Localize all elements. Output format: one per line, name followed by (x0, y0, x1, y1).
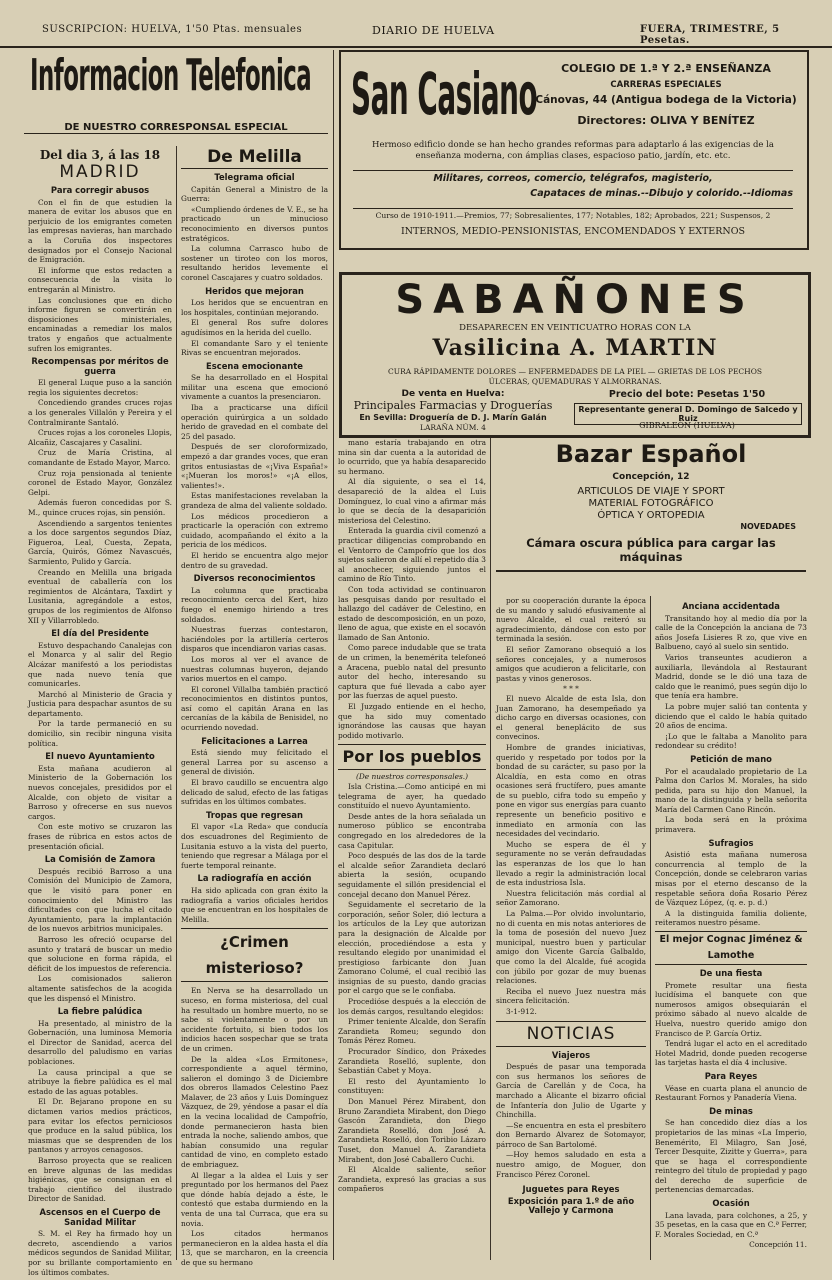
shops-line: Principales Farmacias y Droguerías (353, 399, 553, 412)
paragraph: Al llegar a la aldea el Luis y ser preguntado por los hermanos del Paez que dónde había dejado a éste, le contestó que estaba durmiendo en la venta de una tal Curraca, que era su novia. (181, 1170, 328, 1228)
column-1 (28, 148, 172, 1277)
heading: Petición de mano (690, 753, 772, 764)
paragraph: Estuvo despachando Canalejas con el Monarca y al salir del Regio Alcázar manifestó a los periodistas que nada nuevo tenía que comunicarles. (28, 640, 172, 689)
gibraleon-line: GIBRALEÓN (HUELVA) (639, 421, 735, 430)
paragraph: La pobre mujer salió tan contenta y diciendo que el caldo le había quitado 20 años de encima. (655, 701, 807, 731)
toys-heading-2: Exposición para 1.º de año (507, 1195, 635, 1206)
paragraph: Después de pasar una temporada con sus hermanos los señores de García de Carellán y de Coca, ha marchado a Alicante el bizarro oficial de Infantería don Julio de Ugarte y Chinchilla. (496, 1062, 646, 1120)
heading: Viajeros (551, 1049, 591, 1060)
melilla-title: De Melilla (181, 146, 328, 169)
paragraph: Después de ser cloroformizado, empezó a dar grandes voces, que eran gritos entusiastas de «¡Viva España!» «¡Mueran los moros!» «¡A ellos, valientes!». (181, 442, 328, 490)
paragraph: Las conclusiones que en dicho informe figuren se convertirán en disposiciones ministeriales, encaminadas a remediar los malos tratos y engaños que actualmente sufren los emigrantes. (28, 295, 172, 353)
address-line: Cánovas, 44 (Antigua bodega de la Victoria) (535, 94, 797, 106)
paragraph: De la aldea «Los Ermitones», correspondiente a aquel término, salieron el domingo 3 de Diciembre dos obreros llamados Celestino Paez Malaver, de 23 años y Luis Domínguez Vázquez, de 29, yéndose a pasar el día en la vecina localidad de Campofrío, donde permanecieron hasta bien entrada la noche, saliendo ambos, que habían consumido una regular cantidad de vino, en completo estado de embriaguez. (181, 1054, 328, 1170)
column-2 (181, 146, 328, 1267)
city-madrid: MADRID (59, 162, 141, 182)
info-telefonica-header (24, 50, 328, 146)
paragraph: La Palma.—Por olvido involuntario, no di cuenta en mis notas anteriores de la toma de posesión del nuevo Juez municipal, nuestro buen y particular amigo don Vicente García Galbaldo, que como la del Alcalde, fué acogida con júbilo por gozar de muy buenas relaciones. (496, 909, 646, 986)
paragraph: Con este motivo se cruzaron las frases de rúbrica en estos actos de presentación oficial. (28, 822, 172, 851)
heading: Para Reyes (704, 1070, 758, 1081)
paragraph: El bravo caudillo se encuentra algo delicado de salud, efecto de las fatigas sufridas en los últimos combates. (181, 778, 328, 807)
lara-line: LARAÑA NÚM. 4 (420, 423, 486, 432)
paragraph: Los moros al ver el avance de nuestras columnas huyeron, dejando varios muertos en el campo. (181, 654, 328, 684)
representative-line: Representante general D. Domingo de Salcedo y Ruiz (574, 403, 802, 425)
paragraph: El informe que estos redacten a consecuencia de la visita lo entregarán al Ministro. (28, 265, 172, 294)
paragraph: Los comisionados salieron altamente satisfechos de la acogida que les dispensó el Ministro. (28, 974, 172, 1003)
bazar-line-1: ARTICULOS DE VIAJE Y SPORT (577, 486, 725, 497)
sabanones-title: SABAÑONES (395, 277, 755, 323)
directors-line: Directores: OLIVA Y BENÍTEZ (577, 114, 755, 127)
paragraph: A la distinguida familia doliente, reiteramos nuestro pésame. (655, 908, 807, 928)
paragraph: Está siendo muy felicitado el general Larrea por su ascenso a general de división. (181, 748, 328, 777)
paragraph: Barroso proyecta que se realicen en breve algunas de las medidas higiénicas, que se consignan en el trabajo científico del ilustrado Director de Sanidad. (28, 1156, 172, 1204)
paragraph: El comandante Saro y el teniente Rivas se encuentran mejorados. (181, 338, 328, 358)
paragraph: Don Manuel Pérez Mirabent, don Bruno Zarandieta Mirabent, don Diego Gascón Zarandieta, don Diego Zarandieta Roselló, don José A. Zarandieta Roselló, don Toribio Lázaro Tuset, don Manuel A. Zarandieta Mirabent, don José Caballero Cuchi. (338, 1097, 486, 1164)
paragraph: Concediendo grandes cruces rojas a los generales Villalón y Pereira y el Contralmirante Santaló. (28, 398, 172, 427)
bazar-line-2: MATERIAL FOTOGRÁFICO (588, 498, 714, 509)
paragraph-end: Concepción 11. (749, 1240, 807, 1250)
paragraph: El nuevo Alcalde de esta Isla, don Juan Zamorano, ha desempeñado ya dicho cargo en diversas ocasiones, con el general beneplácito de sus convecinos. (496, 693, 646, 742)
heading: Tropas que regresan (206, 809, 303, 820)
price-line: Precio del bote: Pesetas 1'50 (608, 389, 766, 400)
paragraph: El Dr. Bejarano propone en su dictamen varios medios prácticos, para evitar los efectos perniciosos que produce en la salud pública, los miasmas que se desprenden de los pantanos y arroyos cenagosos. (28, 1097, 172, 1155)
heading: Recompensas por méritos de guerra (31, 356, 169, 376)
careers-list-1: Militares, correos, comercio, telégrafos, magisterio, (353, 170, 793, 184)
paragraph: El vapor «La Reda» que conducía dos escuadrones del Regimiento de Lusitania estuvo a la vista del puerto, teniendo que regresar a Málaga por el fuerte temporal reinante. (181, 822, 328, 870)
sale-label: De venta en Huelva: (401, 389, 505, 399)
column-rule (176, 146, 177, 1260)
san-casiano-name: San Casiano (351, 60, 538, 128)
paragraph: La columna Carrasco hubo de sostener un tiroteo con los moros, resultando heridos levemente el coronel Cascajares y cuatro soldados. (181, 244, 328, 282)
sabanones-ad (339, 272, 811, 438)
paragraph: Cruz roja pensionada al teniente coronel de Estado Mayor, González Gelpi. (28, 468, 172, 497)
san-casiano-ad (339, 50, 809, 250)
masthead-price: FUERA, TRIMESTRE, 5 Pesetas. (640, 24, 780, 46)
paragraph: Hombre de grandes iniciativas, querido y respetado por todos por la bondad de su carácter, su paso por la Alcaldía, en esta como en otras ocasiones será fructífero, pues amante de su pueblo, cifra todo su empeño y pone en vigor sus energías para cuanto represente un beneficio positivo e inmediato en armonía con las necesidades del vecindario. (496, 742, 646, 839)
correspondent-line: DE NUESTRO CORRESPONSAL ESPECIAL (24, 122, 328, 134)
paragraph: El resto del Ayuntamiento lo constituyen: (338, 1076, 486, 1096)
paragraph: Promete resultar una fiesta lucidísima el banquete con que numerosos amigos obsequiarán el próximo sábado al nuevo alcalde de Huelva, nuestro querido amigo don Francisco de P. García Ortiz. (655, 980, 807, 1038)
heading: Ascensos en el Cuerpo de Sanidad Militar (39, 1206, 161, 1227)
paragraph: Desde antes de la hora señalada un numeroso público se encontraba congregado en los alrededores de la casa Capitular. (338, 811, 486, 850)
bazar-espanol-ad (496, 440, 806, 590)
paragraph: Ascendiendo a sargentos tenientes a los doce sargentos segundos Díaz, Figueroa, Leal, Cuesta, Zepata, García, Quirós, Gómez Navascués, Sarmiento, Pulido y García. (28, 518, 172, 566)
paragraph: Lana lavada, para colchones, a 25, y 35 pesetas, en la casa que en C.ª Ferrer, F. Morales Sociedad, en C.ª (655, 1210, 807, 1239)
paragraph: ¡Lo que le faltaba a Manolito para redondear su crédito! (655, 731, 807, 751)
paragraph: Primer teniente Alcalde, don Serafín Zarandieta Romeu; segundo don Tomás Pérez Romeu. (338, 1017, 486, 1046)
noticias-title: NOTICIAS (496, 1021, 646, 1047)
school-line: COLEGIO DE 1.ª Y 2.ª ENSEÑANZA (561, 62, 771, 75)
heading: Escena emocionante (206, 360, 303, 371)
heading: Diversos reconocimientos (193, 573, 316, 584)
paragraph: Procedióse después a la elección de los demás cargos, resultando elegidos: (338, 997, 486, 1016)
correspondents-sub: (De nuestros corresponsales.) (355, 772, 469, 782)
sabanones-sub: DESAPARECEN EN VEINTICUATRO HORAS CON LA (459, 323, 691, 333)
sevilla-line: En Sevilla: Droguería de D. J. Marín Galán (359, 413, 547, 422)
paragraph: 3-1-912. (506, 1006, 537, 1016)
paragraph: por su cooperación durante la época de su mando y saludó efusivamente al nuevo Alcalde, el cual reiteró su agradecimiento, dándose con esto por terminada la sesión. (496, 596, 646, 644)
heading: De minas (709, 1105, 753, 1116)
paragraph: Enterada la guardia civil comenzó a practicar diligencias comprobando en el Ventorro de Campofrío que los dos sujetos salieron de allí el repetido día 3 al anochecer, siguiendo juntos el camino de Río Tinto. (338, 526, 486, 584)
column-5 (655, 598, 807, 1260)
paragraph: El coronel Villalba también practicó reconocimientos en distintos puntos, así como el capitán Arana en las cercanías de la kábila de Benisidel, no ocurriendo novedad. (181, 684, 328, 733)
heading: El día del Presidente (51, 628, 149, 639)
paragraph: Después recibió Barroso a una Comisión del Municipio de Zamora, que le visitó para poner en conocimiento del Ministro las dificultades con que lucha el citado Ayuntamiento, para la implantación de los nuevos arbitrios municipales. (28, 866, 172, 934)
paragraph: La boda será en la próxima primavera. (655, 815, 807, 835)
boarding-types: INTERNOS, MEDIO-PENSIONISTAS, ENCOMENDADOS Y EXTERNOS (400, 226, 746, 237)
paragraph: Varios transeuntes acudieron a auxiliarla, llevándola al Restaurant Madrid, donde se le dió una taza de caldo que le reanimó, pues según dijo lo que tenía era hambre. (655, 652, 807, 701)
paragraph: Cruces rojas a los coroneles Llopis, Alcañiz, Cascajares y Casalini. (28, 428, 172, 447)
paragraph: Cruz de María Cristina, al comandante de Estado Mayor, Marco. (28, 448, 172, 468)
paragraph: Esta mañana acudieron al Ministerio de la Gobernación los nuevos concejales, presididos por el Alcalde, con objeto de visitar a Barroso y ofrecerse en sus nuevos cargos. (28, 763, 172, 821)
bazar-line-3: ÓPTICA Y ORTOPEDIA (597, 510, 705, 521)
cure-line-2: ÚLCERAS, QUEMADURAS Y ALMORRANAS. (488, 377, 662, 386)
heading: Ocasión (712, 1198, 750, 1209)
column-rule (650, 596, 651, 1260)
paragraph: El Alcalde saliente, señor Zarandieta, expresó las gracias a sus compañeros (338, 1165, 486, 1194)
date-line: Del dia 3, á las 18 (39, 148, 161, 162)
heading: Telegrama oficial (214, 172, 295, 182)
heading: Sufragios (708, 837, 754, 848)
paragraph: Se han concedido diez días a los propietarios de las minas «La Imperio, Benemérito, El Milagro, San José, Tercer Desquite, Zizitte y Guerra», para que se haga el correspondiente reintegro del título de propiedad y pago del derecho de superficie de pertenencias demarcadas. (655, 1118, 807, 1195)
paragraph: Creando en Melilla una brigada eventual de caballería con los regimientos de Alcántara, Taxdirt y Lusitania, agregándole a estos, grupos de los regimientos de Alfonso XII y Villarrobledo. (28, 567, 172, 625)
paragraph: Barroso les ofreció ocuparse del asunto y tratará de buscar un medio que solucione en forma rápida, el déficit de los impuestos de referencia. (28, 934, 172, 973)
heading: Felicitaciones a Larrea (201, 735, 308, 746)
paragraph: El señor Zamorano obsequió a los señores concejales, y a numerosos amigos que acudieron a felicitarle, con pastas y vinos generosos. (496, 644, 646, 683)
careers-list-2: Capataces de minas.--Dibujo y colorido.--Idiomas (530, 188, 793, 199)
paragraph: Con toda actividad se continuaron las pesquisas dando por resultado el hallazgo del cadáver de Celestino, en estado de descomposición, en un pozo, lleno de agua, que existe en el socavón llamado de San Antonio. (338, 584, 486, 642)
por-los-pueblos-title: Por los pueblos (338, 744, 486, 770)
paragraph: Véase en cuarta plana el anuncio de Restaurant Fornos y Panadería Viena. (655, 1083, 807, 1103)
masthead (0, 0, 832, 48)
heading: La Comisión de Zamora (44, 854, 156, 865)
bazar-address: Concepción, 12 (612, 472, 690, 482)
paragraph: Marchó al Ministerio de Gracia y Justicia para despachar asuntos de su departamento. (28, 689, 172, 718)
paragraph: Los heridos que se encuentran en los hospitales, continúan mejorando. (181, 298, 328, 317)
paragraph: Se ha desarrollado en el Hospital militar una escena que emocionó vivamente a cuantos la presenciaron. (181, 373, 328, 402)
paragraph: Los citados hermanos permanecieron en la aldea hasta el día 13, que se marcharon, en la creencia de que su hermano (181, 1229, 328, 1267)
course-stats: Curso de 1910-1911.—Premios, 77; Sobresalientes, 177; Notables, 182; Aprobados, 221; Suspensos, 2 (353, 208, 793, 220)
paragraph: La columna que practicaba reconocimiento cerca del Kert, hizo fuego el enemigo hiriendo a tres soldados. (181, 585, 328, 624)
paragraph: Isla Cristina.—Como anticipé en mi telegrama de ayer, ha quedado constituído el nuevo Ayuntamiento. (338, 782, 486, 811)
heading: Para corregir abusos (50, 185, 150, 195)
separator-stars: * * * (563, 684, 579, 694)
paragraph: Ha sido aplicada con gran éxito la radiografía a varios oficiales heridos que se encuentran en los hospitales de Melilla. (181, 885, 328, 924)
paragraph: Con el fin de que estudien la manera de evitar los abusos que en perjuicio de los emigrantes cometen las empresas navieras, han marchado a la Coruña dos inspectores designados por el Consejo Nacional de Emigración. (28, 197, 172, 265)
paragraph: Asistió esta mañana numerosa concurrencia al templo de la Concepción, donde se celebraron varias misas por el eterno descanso de la respetable señora doña Rosario Pérez de Vázquez López, (q. e. p. d.) (655, 850, 807, 908)
toys-heading-3: Vallejo y Carmona (528, 1205, 614, 1216)
column-3 (338, 438, 486, 1260)
paragraph: Por el acaudalado propietario de La Palma don Carlos M. Morales, ha sido pedida, para su hijo don Manuel, la mano de la distinguida y bella señorita María del Carmen Cano Rincón. (655, 766, 807, 814)
paragraph: El Juzgado entiende en el hecho, que ha sido muy comentado ignorándose las causas que hayan podido motivarlo. (338, 702, 486, 740)
column-rule (490, 438, 491, 1260)
paragraph: Al día siguiente, o sea el 14, desapareció de la aldea el Luis Domínguez, lo cual vino a afirmar más lo que se decía de la desaparición misteriosa del Celestino. (338, 477, 486, 525)
masthead-subscription: SUSCRIPCION: HUELVA, 1'50 Ptas. mensuales (42, 24, 303, 35)
paragraph: Nuestras fuerzas contestaron, haciéndoles por la artillería certeros disparos que incendiaron varias casas. (181, 625, 328, 654)
heading: La radiografía en acción (197, 873, 312, 884)
paragraph: Estas manifestaciones revelaban la grandeza de alma del valiente soldado. (181, 491, 328, 510)
paragraph: Los médicos procedieron a practicarle la operación con extremo cuidado, acompañando el éxito a la pericia de los médicos. (181, 511, 328, 550)
cure-line: CURA RÁPIDAMENTE DOLORES — ENFERMEDADES DE LA PIEL — GRIETAS DE LOS PECHOS (388, 367, 762, 376)
paragraph: Tendrá lugar el acto en el acreditado Hotel Madrid, donde pueden recogerse las tarjetas hasta el día 4 inclusive. (655, 1039, 807, 1068)
heading: El nuevo Ayuntamiento (45, 751, 155, 762)
cognac-ad: El mejor Cognac Jiménez & Lamothe (655, 931, 807, 965)
paragraph: mano estaría trabajando en otra mina sin dar cuenta a la autoridad de lo ocurrido, que ya había desaparecido su hermano. (338, 438, 486, 476)
careers-line: CARRERAS ESPECIALES (610, 80, 722, 90)
paragraph: «Cumpliendo órdenes de V. E., se ha practicado un minucioso reconocimiento en diversos puntos estratégicos. (181, 204, 328, 243)
heading: De una fiesta (699, 968, 763, 978)
paragraph: Procurador Síndico, don Práxedes Zarandieta Roselló, suplente, don Sebastián Cabet y Moya. (338, 1047, 486, 1076)
paragraph: Ha presentado, al ministro de la Gobernación, una luminosa Memoria el Director de Sanidad, acerca del desarrollo del paludismo en varias poblaciones. (28, 1018, 172, 1067)
toys-heading: Juguetes para Reyes (522, 1184, 620, 1195)
paragraph: —Hoy hemos saludado en esta a nuestro amigo, de Moguer, don Francisco Pérez Coronel. (496, 1150, 646, 1179)
info-telefonica-title: Informacion Telefonica (30, 50, 312, 101)
paragraph: Mucho se espera de él y seguramente no se verán defraudadas las esperanzas de los que lo han llevado a regir la administración local de esta industriosa Isla. (496, 839, 646, 888)
paragraph: Reciba el nuevo Juez nuestra más sincera felicitación. (496, 986, 646, 1006)
paragraph: Seguidamente el secretario de la corporación, señor Soler, dió lectura a los artículos de la Ley que autorizan para la designación de Alcalde por elección, procediéndose a esta y resultando elegido por unanimidad el prestigioso farbicante don Juan Zamorano Columé, el cual recibió las insignias de su puesto, dando gracias por el cargo que se le confiaba. (338, 900, 486, 996)
paragraph: S. M. el Rey ha firmado hoy un decreto, ascendiendo a varios médicos segundos de Sanidad Militar, por su brillante comportamiento en los últimos combates. (28, 1229, 172, 1277)
bazar-line-4: NOVEDADES (740, 522, 796, 531)
heading: Anciana accidentada (682, 601, 780, 611)
paragraph: La causa principal a que se atribuye la fiebre palúdica es el mal estado de las aguas potables. (28, 1067, 172, 1096)
paragraph: Por la tarde permaneció en su domicilio, sin recibir ninguna visita política. (28, 719, 172, 748)
paragraph: Además fueron concedidas por S. M., quince cruces rojas, sin pensión. (28, 498, 172, 517)
paragraph: Poco después de las dos de la tarde el alcalde señor Zarandieta declaró abierta la sesión, ocupando seguidamente el sillón presidencial el concejal decano don Manuel Pérez. (338, 851, 486, 899)
bazar-line-5: Cámara oscura pública para cargar las máquinas (496, 536, 806, 572)
description: Hermoso edificio donde se han hecho grandes reformas para adaptarlo á las exigencias de la enseñanza moderna, con ámplias clases, espacioso patio, jardín, etc. etc. (372, 140, 774, 161)
masthead-title: DIARIO DE HUELVA (372, 24, 495, 37)
paragraph: Nuestra felicitación más cordial al señor Zamorano. (496, 888, 646, 908)
paragraph: —Se encuentra en esta el presbítero don Bernardo Alvarez de Sotomayor, párroco de San Bartolomé. (496, 1120, 646, 1149)
column-4 (496, 596, 646, 1260)
paragraph: El herido se encuentra algo mejor dentro de su gravedad. (181, 550, 328, 570)
paragraph: El general Ros sufre dolores agudísimos en la herida del cuello. (181, 318, 328, 337)
heading: La fiebre palúdica (57, 1006, 143, 1017)
paragraph: Transitando hoy al medio día por la calle de la Concepción la anciana de 73 años Josefa Lisieres R zo, que vive en Balbueno, cayó al suelo sin sentido. (655, 613, 807, 652)
paragraph: En Nerva se ha desarrollado un suceso, en forma misteriosa, del cual ha resultado un hombre muerto, no se sabe si violentamente o por un accidente fortuito, si bien todos los indicios hacen sospechar que se trata de un crimen. (181, 986, 328, 1053)
heading: Heridos que mejoran (205, 285, 304, 296)
paragraph: El general Luque puso a la sanción regia los siguientes decretos: (28, 378, 172, 397)
crimen-title: ¿Crimen misterioso? (181, 928, 328, 982)
product-name: Vasilicina A. MARTIN (432, 335, 718, 361)
column-rule (333, 50, 334, 1260)
paragraph: Como parece indudable que se trata de un crimen, la benemérita telefoneó a Aracena, pueblo natal del presunto autor del hecho, interesando su captura que fué llevada a cabo ayer por las fuerzas de aquel puesto. (338, 643, 486, 701)
paragraph: Iba a practicarse una difícil operación quirúrgica a un soldado herido de gravedad en el combate del 25 del pasado. (181, 403, 328, 441)
paragraph: Capitán General a Ministro de la Guerra: (181, 184, 328, 204)
bazar-title: Bazar Español (555, 440, 747, 468)
